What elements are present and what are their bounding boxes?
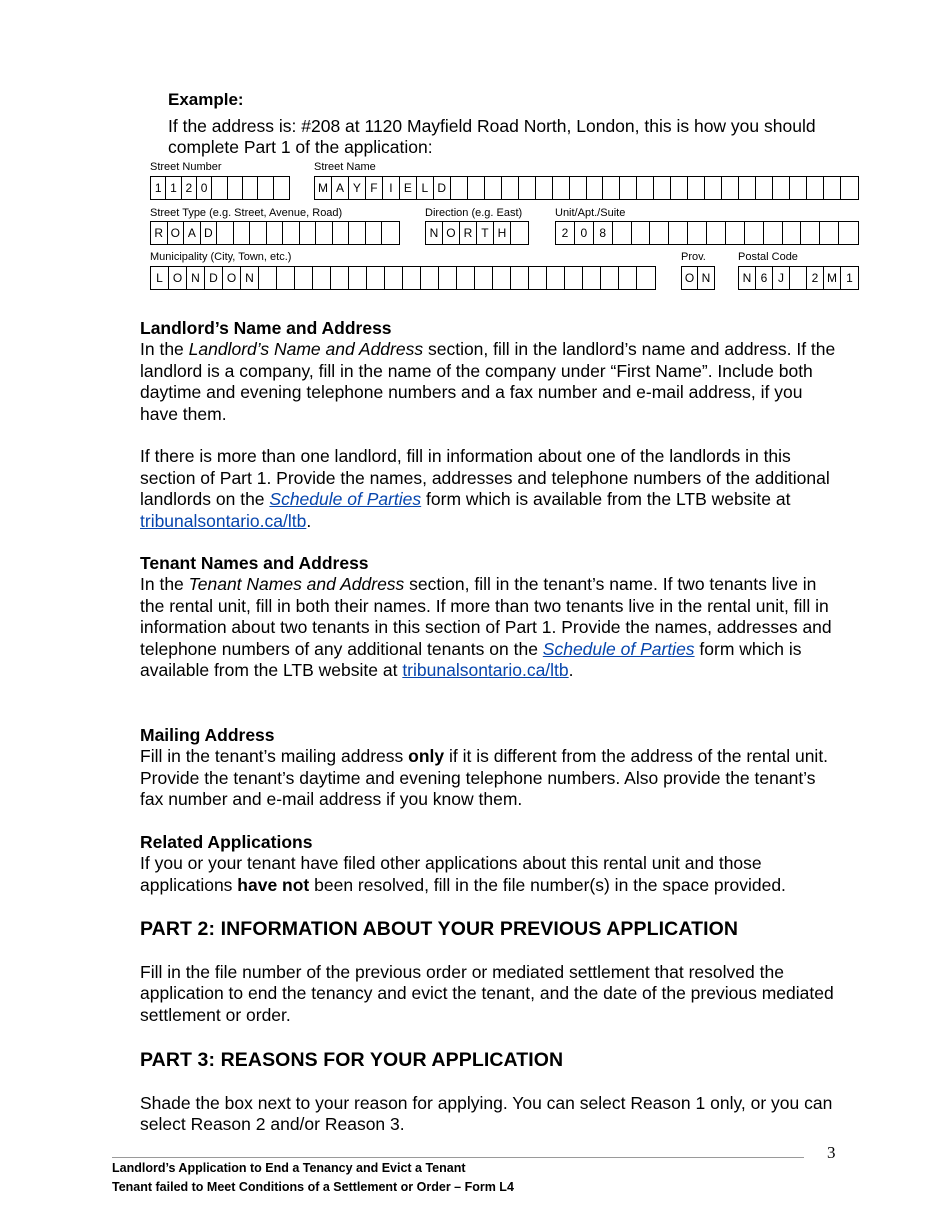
char-box <box>688 222 707 244</box>
char-box: A <box>184 222 201 244</box>
char-box: O <box>223 267 241 289</box>
char-box: 2 <box>556 222 575 244</box>
char-box <box>250 222 267 244</box>
mailing-paragraph: Fill in the tenant’s mailing address only if it is different from the address of the rental unit. Provide the tenant’s daytime and evening telephone numbers. Also provide the tenant’s fax number and e-mail address if you know them. <box>140 746 829 810</box>
char-box: 1 <box>151 177 166 199</box>
char-box <box>457 267 475 289</box>
char-box <box>502 177 519 199</box>
char-box <box>519 177 536 199</box>
street-type-boxes <box>150 221 400 245</box>
char-box <box>385 267 403 289</box>
char-box <box>547 267 565 289</box>
char-box <box>570 177 587 199</box>
char-box <box>613 222 632 244</box>
char-box <box>654 177 671 199</box>
page-number: 3 <box>827 1143 836 1162</box>
char-box: H <box>494 222 511 244</box>
footer-form-subtitle: Tenant failed to Meet Conditions of a Settlement or Order – Form L4 <box>112 1180 514 1194</box>
char-box: F <box>366 177 383 199</box>
char-box <box>468 177 485 199</box>
char-box: M <box>824 267 841 289</box>
char-box: D <box>434 177 451 199</box>
char-box: 6 <box>756 267 773 289</box>
char-box <box>669 222 688 244</box>
landlord-section <box>140 318 840 532</box>
tenant-section-title: Tenant Names and Address <box>140 553 369 573</box>
char-box <box>745 222 764 244</box>
char-box <box>839 222 858 244</box>
char-box: E <box>400 177 417 199</box>
char-box <box>493 267 511 289</box>
char-box <box>619 267 637 289</box>
char-box <box>451 177 468 199</box>
part-3-text: Shade the box next to your reason for applying. You can select Reason 1 only, or you can select Reason 2 and/or Reason 3. <box>140 1093 833 1135</box>
char-box: 1 <box>166 177 181 199</box>
street-name-boxes <box>314 176 859 200</box>
char-box <box>234 222 251 244</box>
char-box <box>367 267 385 289</box>
char-box: N <box>241 267 259 289</box>
char-box <box>764 222 783 244</box>
char-box: D <box>205 267 223 289</box>
char-box: N <box>187 267 205 289</box>
char-box <box>688 177 705 199</box>
landlord-section-name: Landlord’s Name and Address <box>188 339 424 360</box>
char-box <box>267 222 284 244</box>
char-box <box>243 177 258 199</box>
char-box <box>511 222 528 244</box>
char-box <box>511 267 529 289</box>
tenant-paragraph: In the Tenant Names and Address section, fill in the tenant’s name. If two tenants live in the rental unit, fill in both their names. If more than two tenants live in the rental unit, fill in information about two tenants in this section of Part 1. Provide the names, addresses and telephone numbers of any additional tenants on the Schedule of Parties form which is available from the LTB website at tribunalsontario.ca/ltb. <box>140 574 832 681</box>
char-box <box>783 222 802 244</box>
char-box <box>366 222 383 244</box>
mailing-section-title: Mailing Address <box>140 725 275 745</box>
direction-boxes <box>425 221 529 245</box>
char-box <box>824 177 841 199</box>
char-box: 8 <box>594 222 613 244</box>
char-box: T <box>477 222 494 244</box>
char-box <box>820 222 839 244</box>
char-box <box>529 267 547 289</box>
landlord-paragraph-2: If there is more than one landlord, fill in information about one of the landlords in this section of Part 1. Provide the names, addresses and telephone numbers of the additional landlords on the Schedule of Parties form which is available from the LTB website at tribunalsontario.ca/ltb. <box>140 446 830 531</box>
char-box <box>620 177 637 199</box>
char-box <box>637 267 655 289</box>
char-box <box>722 177 739 199</box>
postal-code-label: Postal Code <box>738 251 798 263</box>
char-box <box>403 267 421 289</box>
landlord-section-title: Landlord’s Name and Address <box>140 318 392 338</box>
street-number-label: Street Number <box>150 161 222 173</box>
char-box <box>671 177 688 199</box>
char-box: N <box>701 271 711 285</box>
char-box <box>790 267 807 289</box>
char-box: N <box>739 267 756 289</box>
char-box <box>756 177 773 199</box>
char-box: 0 <box>575 222 594 244</box>
char-box <box>217 222 234 244</box>
char-box <box>258 177 273 199</box>
char-box: 1 <box>846 271 853 285</box>
part-2-heading: PART 2: INFORMATION ABOUT YOUR PREVIOUS APPLICATION <box>140 918 739 940</box>
char-box <box>313 267 331 289</box>
street-type-label: Street Type (e.g. Street, Avenue, Road) <box>150 207 343 219</box>
example-heading: Example: <box>168 90 244 109</box>
char-box <box>382 222 399 244</box>
char-box <box>536 177 553 199</box>
char-box: D <box>201 222 218 244</box>
char-box <box>601 267 619 289</box>
char-box: O <box>168 222 185 244</box>
char-box <box>228 177 243 199</box>
street-number-boxes <box>150 176 290 200</box>
char-box <box>726 222 745 244</box>
char-box <box>277 267 295 289</box>
char-box <box>475 267 493 289</box>
footer-form-title: Landlord’s Application to End a Tenancy and Evict a Tenant <box>112 1161 466 1175</box>
char-box <box>300 222 317 244</box>
tenant-section <box>140 553 840 681</box>
char-box: L <box>417 177 434 199</box>
street-name-label: Street Name <box>314 161 376 173</box>
char-box <box>807 177 824 199</box>
char-box <box>801 222 820 244</box>
char-box <box>707 222 726 244</box>
unit-boxes <box>555 221 859 245</box>
char-box <box>739 177 756 199</box>
char-box: Y <box>349 177 366 199</box>
char-box <box>603 177 620 199</box>
char-box: 0 <box>197 177 212 199</box>
char-box: R <box>151 222 168 244</box>
char-box: N <box>426 222 443 244</box>
char-box: A <box>332 177 349 199</box>
province-label: Prov. <box>681 251 706 263</box>
municipality-label: Municipality (City, Town, etc.) <box>150 251 292 263</box>
related-section <box>140 832 840 896</box>
char-box: 2 <box>807 267 824 289</box>
char-box: O <box>443 222 460 244</box>
char-box <box>439 267 457 289</box>
char-box <box>583 267 601 289</box>
char-box: M <box>315 177 332 199</box>
char-box <box>632 222 651 244</box>
ltb-website-link[interactable]: tribunalsontario.ca/ltb <box>402 660 569 681</box>
char-box <box>274 177 289 199</box>
char-box <box>773 177 790 199</box>
char-box <box>841 177 858 199</box>
char-box <box>705 177 722 199</box>
char-box: 2 <box>182 177 197 199</box>
char-box <box>565 267 583 289</box>
char-box <box>259 267 277 289</box>
unit-label: Unit/Apt./Suite <box>555 207 626 219</box>
ltb-website-link[interactable]: tribunalsontario.ca/ltb <box>140 510 307 531</box>
char-box: L <box>151 267 169 289</box>
direction-label: Direction (e.g. East) <box>425 207 523 219</box>
char-box <box>349 222 366 244</box>
char-box <box>333 222 350 244</box>
char-box <box>485 177 502 199</box>
related-paragraph: If you or your tenant have filed other applications about this rental unit and those applications have not been resolved, fill in the file number(s) in the space provided. <box>140 853 786 895</box>
char-box <box>421 267 439 289</box>
example-text: If the address is: #208 at 1120 Mayfield Road North, London, this is how you should complete Part 1 of the application: <box>168 116 816 157</box>
char-box: R <box>460 222 477 244</box>
char-box <box>637 177 654 199</box>
mailing-section <box>140 725 840 811</box>
char-box: O <box>682 267 698 289</box>
char-box <box>331 267 349 289</box>
char-box <box>295 267 313 289</box>
char-box <box>587 177 604 199</box>
char-box: I <box>383 177 400 199</box>
part-3-heading: PART 3: REASONS FOR YOUR APPLICATION <box>140 1049 564 1071</box>
char-box <box>790 177 807 199</box>
char-box <box>283 222 300 244</box>
province-boxes <box>681 266 715 290</box>
landlord-paragraph-1: In the Landlord’s Name and Address section, fill in the landlord’s name and address. If the landlord is a company, fill in the name of the company under “First Name”. Include both daytime and evening telephone numbers and a fax number and e-mail address, if you have them. <box>140 339 836 424</box>
postal-code-boxes <box>738 266 859 290</box>
schedule-of-parties-link[interactable]: Schedule of Parties <box>269 489 422 510</box>
char-box <box>650 222 669 244</box>
char-box <box>212 177 227 199</box>
char-box <box>553 177 570 199</box>
part-2-text: Fill in the file number of the previous order or mediated settlement that resolved the application to end the tenancy and evict the tenant, and the date of the previous mediated settlement or order. <box>140 962 834 1025</box>
schedule-of-parties-link[interactable]: Schedule of Parties <box>542 638 695 659</box>
footer-divider <box>112 1157 804 1158</box>
char-box <box>349 267 367 289</box>
char-box: J <box>773 267 790 289</box>
related-section-title: Related Applications <box>140 832 313 852</box>
municipality-boxes <box>150 266 656 290</box>
tenant-section-name: Tenant Names and Address <box>188 574 405 595</box>
char-box: O <box>169 267 187 289</box>
char-box <box>316 222 333 244</box>
